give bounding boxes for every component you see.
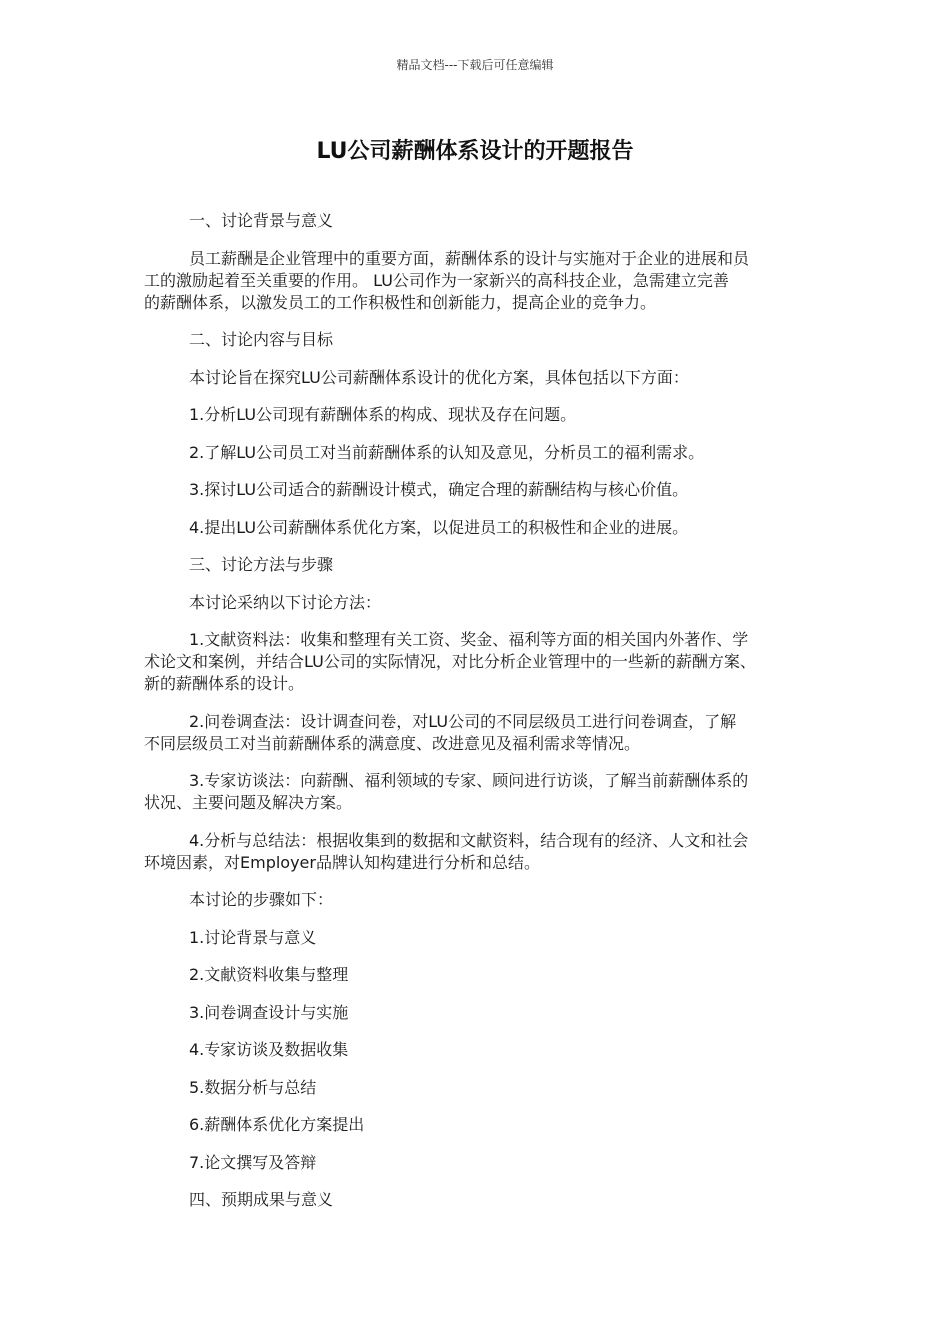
step-item: 5.数据分析与总结: [189, 1077, 317, 1097]
paragraph-line: 2.问卷调查法：设计调查问卷，对LU公司的不同层级员工进行问卷调查，了解: [189, 711, 737, 731]
method-survey: [144, 711, 819, 755]
section-heading-content: 二、讨论内容与目标: [189, 330, 334, 349]
paragraph-line: 不同层级员工对当前薪酬体系的满意度、改进意见及福利需求等情况。: [144, 733, 641, 753]
method-literature: [144, 629, 819, 695]
paragraph-line: 的薪酬体系，以激发员工的工作积极性和创新能力，提高企业的竞争力。: [144, 292, 657, 312]
method-analysis: [144, 830, 819, 874]
page-header: 精品文档---下载后可任意编辑: [396, 58, 554, 72]
paragraph-line: 员工薪酬是企业管理中的重要方面，薪酬体系的设计与实施对于企业的进展和员: [189, 248, 750, 268]
list-item: 1.分析LU公司现有薪酬体系的构成、现状及存在问题。: [189, 405, 577, 424]
list-item: 2.了解LU公司员工对当前薪酬体系的认知及意见，分析员工的福利需求。: [189, 442, 705, 462]
section-heading-methods: 三、讨论方法与步骤: [189, 555, 334, 574]
paragraph-background: [144, 248, 819, 314]
step-item: 2.文献资料收集与整理: [189, 965, 349, 984]
step-item: 1.讨论背景与意义: [189, 927, 317, 947]
document-title: LU公司薪酬体系设计的开题报告: [316, 139, 634, 164]
paragraph-line: 1.文献资料法：收集和整理有关工资、奖金、福利等方面的相关国内外著作、学: [189, 630, 749, 649]
paragraph-line: 4.分析与总结法：根据收集到的数据和文献资料，结合现有的经济、人文和社会: [189, 830, 749, 850]
section-heading-background: 一、讨论背景与意义: [189, 211, 334, 230]
paragraph-methods-intro: 本讨论采纳以下讨论方法：: [189, 592, 382, 612]
paragraph-steps-intro: 本讨论的步骤如下：: [189, 890, 334, 909]
document-body: [144, 210, 819, 1227]
step-item: 4.专家访谈及数据收集: [189, 1040, 349, 1059]
step-item: 6.薪酬体系优化方案提出: [189, 1115, 365, 1134]
section-heading-outcomes: 四、预期成果与意义: [189, 1190, 334, 1209]
step-item: 3.问卷调查设计与实施: [189, 1002, 349, 1022]
method-interview: [144, 770, 819, 814]
list-item: 4.提出LU公司薪酬体系优化方案，以促进员工的积极性和企业的进展。: [189, 517, 689, 537]
paragraph-line: 状况、主要问题及解决方案。: [144, 793, 353, 812]
paragraph-line: 环境因素，对Employer品牌认知构建进行分析和总结。: [144, 852, 540, 872]
paragraph-line: 工的激励起着至关重要的作用。 LU公司作为一家新兴的高科技企业，急需建立完善: [144, 270, 729, 290]
step-item: 7.论文撰写及答辩: [189, 1152, 317, 1172]
paragraph-line: 3.专家访谈法：向薪酬、福利领域的专家、顾问进行访谈，了解当前薪酬体系的: [189, 771, 749, 790]
paragraph-line: 新的薪酬体系的设计。: [144, 674, 305, 693]
paragraph-line: 术论文和案例，并结合LU公司的实际情况，对比分析企业管理中的一些新的薪酬方案、: [144, 652, 756, 671]
paragraph-content-intro: 本讨论旨在探究LU公司薪酬体系设计的优化方案，具体包括以下方面：: [189, 367, 689, 387]
list-item: 3.探讨LU公司适合的薪酬设计模式，确定合理的薪酬结构与核心价值。: [189, 480, 689, 499]
